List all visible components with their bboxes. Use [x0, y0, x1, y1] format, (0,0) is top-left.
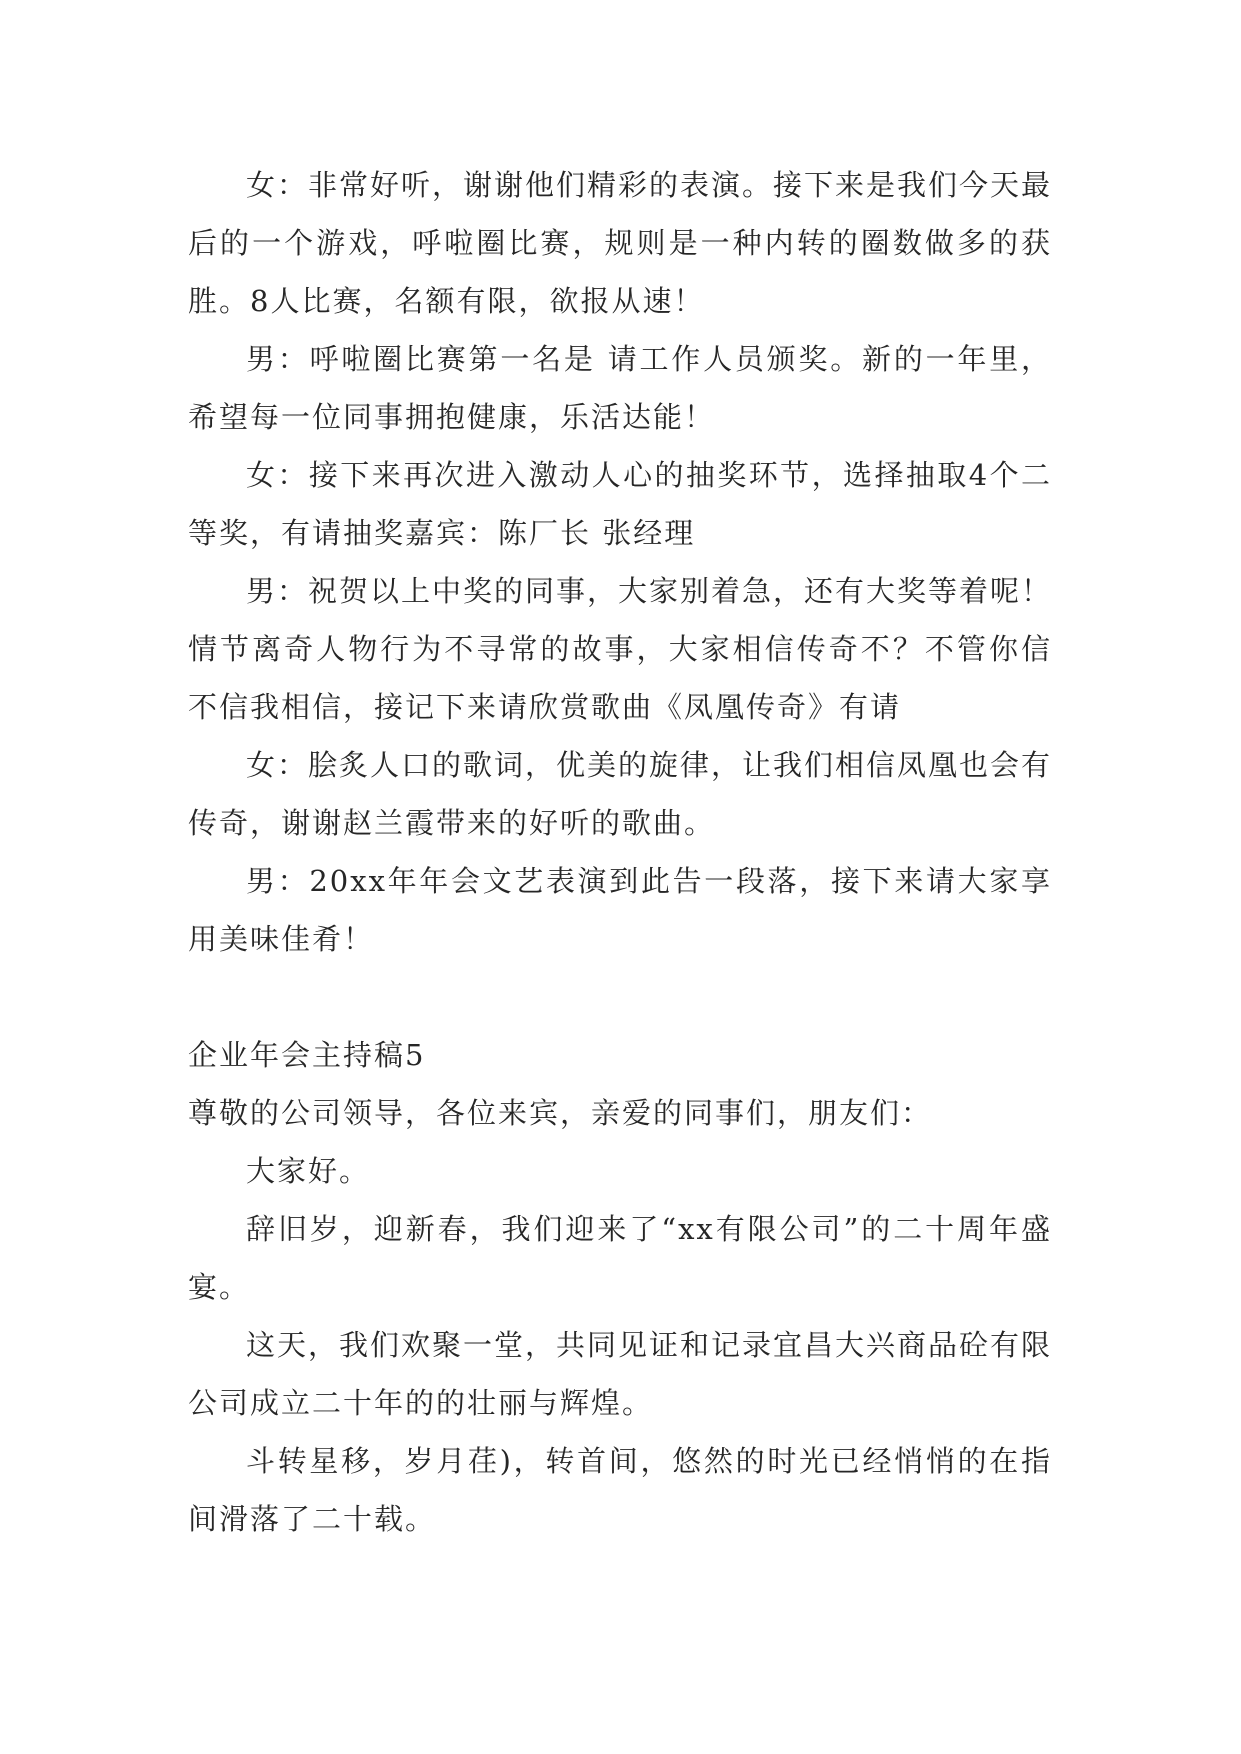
dialogue-paragraph: 男：祝贺以上中奖的同事，大家别着急，还有大奖等着呢！情节离奇人物行为不寻常的故事，大家相信传奇不？不管你信不信我相信，接记下来请欣赏歌曲《凤凰传奇》有请 [188, 574, 1053, 724]
body-paragraph: 这天，我们欢聚一堂，共同见证和记录宜昌大兴商品砼有限公司成立二十年的的壮丽与辉煌。 [188, 1328, 1053, 1420]
document-body [188, 156, 1052, 1548]
dialogue-paragraph: 女：接下来再次进入激动人心的抽奖环节，选择抽取4个二等奖，有请抽奖嘉宾：陈厂长 张经理 [188, 458, 1052, 550]
dialogue-paragraph: 女：脍炙人口的歌词，优美的旋律，让我们相信凤凰也会有传奇，谢谢赵兰霞带来的好听的歌曲。 [188, 748, 1053, 840]
greeting-line: 尊敬的公司领导，各位来宾，亲爱的同事们，朋友们： [188, 1096, 933, 1130]
dialogue-paragraph: 男：呼啦圈比赛第一名是 请工作人员颁奖。新的一年里，希望每一位同事拥抱健康，乐活达能！ [188, 342, 1052, 434]
section-spacer [188, 968, 1052, 1026]
body-paragraph: 辞旧岁，迎新春，我们迎来了“xx有限公司”的二十周年盛宴。 [188, 1212, 1052, 1304]
dialogue-paragraph: 女：非常好听，谢谢他们精彩的表演。接下来是我们今天最后的一个游戏，呼啦圈比赛，规则是一种内转的圈数做多的获胜。8人比赛，名额有限，欲报从速！ [188, 168, 1053, 318]
body-paragraph: 斗转星移，岁月荏)，转首间，悠然的时光已经悄悄的在指间滑落了二十载。 [188, 1444, 1052, 1536]
dialogue-paragraph: 男：20xx年年会文艺表演到此告一段落，接下来请大家享用美味佳肴！ [188, 864, 1052, 956]
body-paragraph: 大家好。 [246, 1154, 371, 1188]
section-title: 企业年会主持稿5 [188, 1038, 426, 1072]
